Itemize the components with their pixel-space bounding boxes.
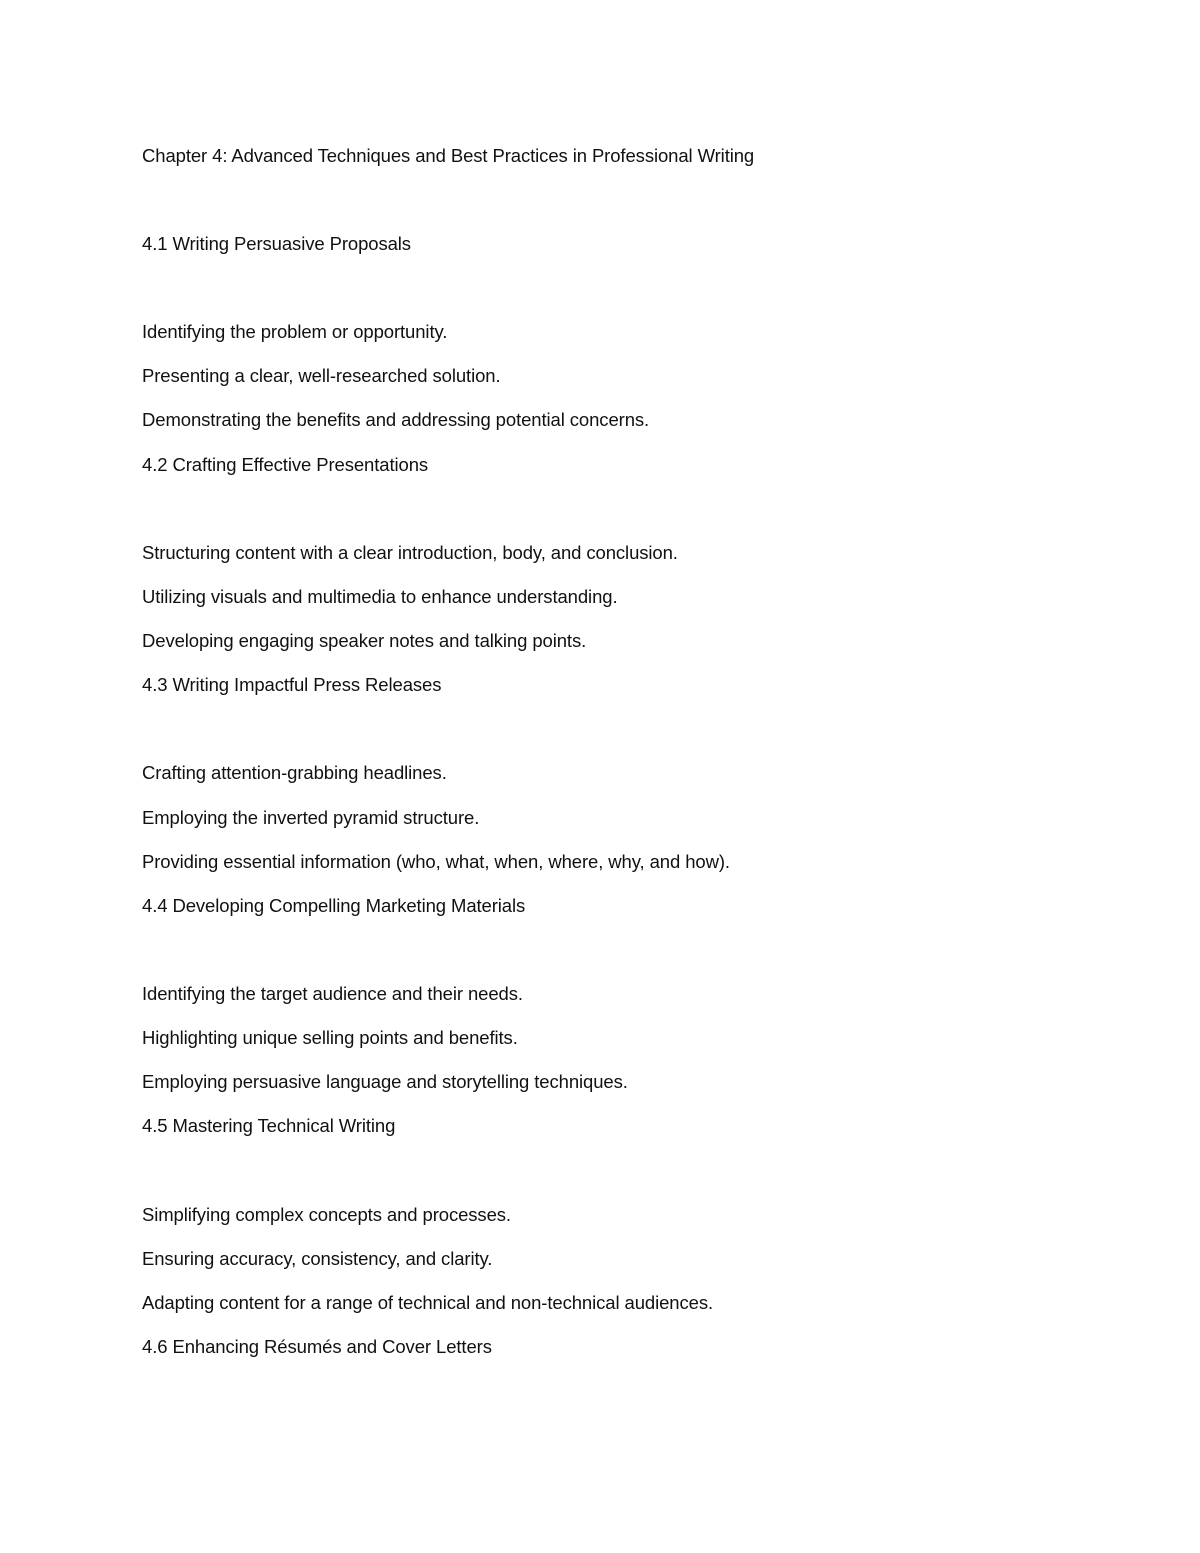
section-item: Providing essential information (who, what, when, where, why, and how). [142, 851, 730, 872]
section-item: Simplifying complex concepts and processes. [142, 1204, 511, 1225]
section-heading-4-6: 4.6 Enhancing Résumés and Cover Letters [142, 1336, 492, 1357]
section-heading-4-4: 4.4 Developing Compelling Marketing Materials [142, 895, 526, 916]
section-heading-4-1: 4.1 Writing Persuasive Proposals [142, 233, 411, 254]
section-item: Adapting content for a range of technical and non-technical audiences. [142, 1292, 714, 1313]
section-heading-4-3: 4.3 Writing Impactful Press Releases [142, 674, 442, 695]
section-item: Employing the inverted pyramid structure. [142, 807, 480, 828]
section-item: Structuring content with a clear introduction, body, and conclusion. [142, 542, 678, 563]
section-item: Identifying the target audience and their needs. [142, 983, 523, 1004]
section-item: Identifying the problem or opportunity. [142, 321, 448, 342]
section-item: Presenting a clear, well-researched solution. [142, 365, 501, 386]
section-item: Utilizing visuals and multimedia to enhance understanding. [142, 586, 618, 607]
section-heading-4-5: 4.5 Mastering Technical Writing [142, 1115, 396, 1136]
section-item: Developing engaging speaker notes and talking points. [142, 630, 587, 651]
section-item: Demonstrating the benefits and addressing potential concerns. [142, 409, 650, 430]
section-heading-4-2: 4.2 Crafting Effective Presentations [142, 454, 429, 475]
section-item: Crafting attention-grabbing headlines. [142, 762, 447, 783]
chapter-title: Chapter 4: Advanced Techniques and Best Practices in Professional Writing [142, 145, 755, 166]
section-item: Highlighting unique selling points and benefits. [142, 1027, 518, 1048]
section-item: Employing persuasive language and storytelling techniques. [142, 1071, 628, 1092]
section-item: Ensuring accuracy, consistency, and clarity. [142, 1248, 493, 1269]
